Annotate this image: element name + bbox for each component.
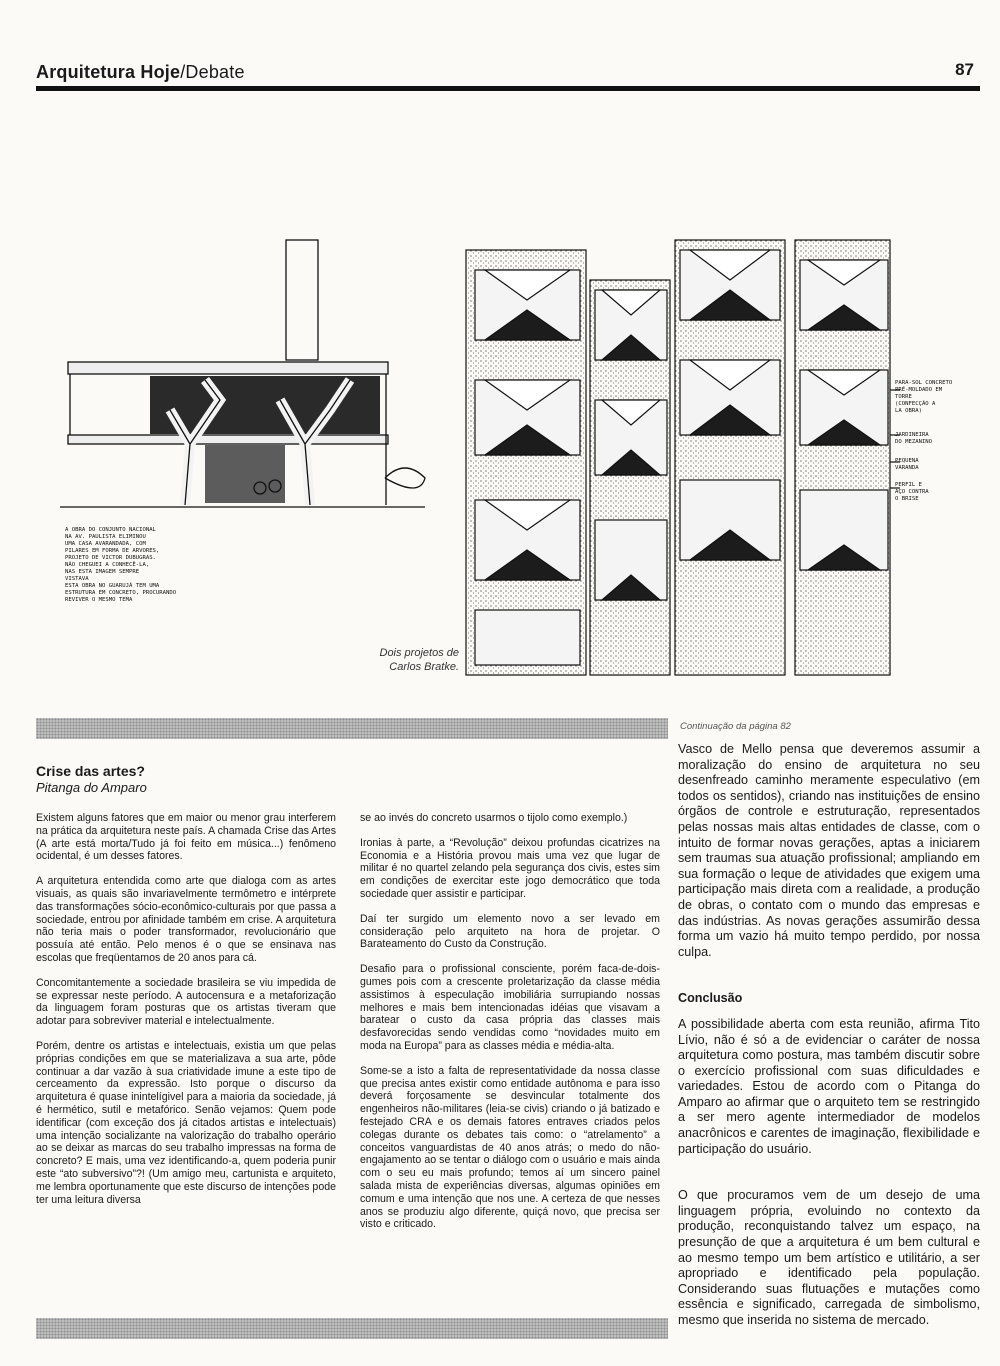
handwritten-note-right: PARA-SOL CONCRETO PRÉ-MOLDADO EM TORRE (CONFECÇÃO A LA OBRA) [895,380,953,414]
sketch-drawings [30,230,980,700]
section-heading: Conclusão [678,991,743,1006]
left-house-sketch [60,240,425,507]
text-column-1 [36,812,336,1218]
page-number: 87 [955,60,974,79]
handwritten-note-right: PEQUENA VARANDA [895,458,919,471]
section-title: Arquitetura Hoje/Debate [36,62,245,82]
paragraph: Desafio para o profissional consciente, porém faca-de-dois-gumes pois com a crescente proletarização da classe média assistimos à especulação imobiliária surrupiando nossas melhores e mais bem intencionadas idéias que visavam a baratear o custo da casa própria das classes mais desfavorecidas sendo vendidas como “novidades muito em moda na Europa” para as classes média e média-alta. [360,963,660,1052]
paragraph: Daí ter surgido um elemento novo a ser levado em consideração pelo arquiteto na hora de projetar. O Barateamento do Custo da Construção. [360,912,660,951]
article-author: Pitanga do Amparo [36,780,147,795]
architecture-sketches [30,230,980,700]
handwritten-note-right: JARDINEIRA DO MEZANINO [895,432,933,445]
article-title: Crise das artes? [36,763,145,779]
handwritten-note-right: PERFIL E AÇO CONTRA O BRISE [895,482,929,502]
paragraph: se ao invés do concreto usarmos o tijolo como exemplo.) [360,812,628,824]
handwritten-note-left: A OBRA DO CONJUNTO NACIONAL NA AV. PAULISTA ELIMINOU UMA CASA AVARANDADA, COM PILARES EM FORMA DE ARVORES, PROJETO DE VICTOR DUBUGRAS. NÃO CHEGUEI A CONHECÊ-LA, NAS ESTA IMAGEM SEMPRE VISTAVA ESTA OBRA NO GUARUJÁ TEM UMA ESTRUTURA EM CONCRETO, PROCURANDO REVIVER O MESMO TEMA [65,527,177,603]
continuation-note: Continuação da página 82 [680,721,791,732]
right-tower-sketch [466,240,900,675]
paragraph: A arquitetura entendida como arte que dialoga com as artes visuais, as quais são invariavelmente termômetro e intérprete das transformações sócio-econômico-culturais por que passa a sociedade, entrou por afinidade também em crise. A arquitetura não teria mais o poder transformador, revolucionário que possuía até então. Pelo menos é o que se ensinava nas escolas que freqüentamos de 20 anos para cá. [36,875,336,964]
paragraph: O que procuramos vem de um desejo de uma linguagem própria, evoluindo no contexto da produção, reconquistando talvez um espaço, na presunção de que a arquitetura é um bem cultural e ao mesmo tempo um bem artístico e utilitário, a ser apropriado e identificado pela população. Considerando suas flutuações e mutações como essência e significado, carregada de simbolismo, mesmo que inserida no sistema de mercado. [678,1188,980,1327]
text-column-2 [360,812,660,1243]
paragraph: A possibilidade aberta com esta reunião, afirma Tito Lívio, não é só a de evidenciar o caráter de nossa arquitetura como postura, mas também discutir sobre o exercício profissional com suas dificuldades e variedades. Estou de acordo com o Pitanga do Amparo ao afirmar que o arquiteto tem se restringido a ser mero agente intermediador de modelos anacrônicos e carentes de imaginação, flexibilidade e participação do usuário. [678,1016,980,1156]
text-column-3 [678,742,980,1360]
paragraph: Ironias à parte, a “Revolução” deixou profundas cicatrizes na Economia e a História provou mais uma vez que lugar de militar é no quartel zelando pela segurança dos civis, estes sim em condições de exercitar este jogo democrático que toda sociedade quer assistir e participar. [360,836,660,900]
paragraph: Porém, dentre os artistas e intelectuais, existia um que pelas próprias condições em que se materializava a sua arte, pôde continuar a dar vazão à sua criatividade imune a este tipo de cerceamento da expressão. Isto porque o discurso da arquitetura é quase inintelígivel para a maioria da sociedade, já é hermético, sutil e metafórico. Senão vejamos: Quem pode identificar (com exceção dos já citados artistas e intelectuais) uma intenção socializante na valorização do trabalho operário ao se deixar as marcas do seu trabalho impressas na forma de concreto? E mais, uma vez identificando-a, quem poderia punir este “ato subversivo”?! (Um amigo meu, cartunista e arquiteto, me lembra oportunamente que este discurso de intenções pode ter uma leitura diversa [36,1039,336,1206]
paragraph: Vasco de Mello pensa que deveremos assumir a moralização do ensino de arquitetura no seu desenfreado caminho meramente especulativo (em todos os sentidos), criando nas instituições de ensino órgãos de controle e estruturação, representados pelas nossas mais altas entidades de classe, com o intuito de formar novas gerações, aptas a iniciarem sem traumas sua atuação profissional; ampliando em sua formação o leque de atividades que exigem uma participação mais direta com a realidade, a produção de obras, o contato com o mundo das empresas e das indústrias. As novas gerações assumirão dessa forma um vazio há muito tempo perdido, por nossa culpa. [678,742,980,959]
paragraph: Concomitantemente a sociedade brasileira se viu impedida de se expressar neste período. A autocensura e a metaforização da linguagem foram posturas que os artistas tiveram que adotar para sobreviver material e intelectualmente. [36,976,336,1028]
paragraph: Existem alguns fatores que em maior ou menor grau interferem na prática da arquitetura neste país. A chamada Crise das Artes (A arte está morta/Tudo já foi feito em música...) fenômeno ocidental, é um desses fatores. [36,812,336,863]
header-rule [36,86,980,91]
halftone-band [36,718,668,739]
paragraph: Some-se a isto a falta de representatividade da nossa classe que precisa antes existir como entidade autônoma e para isso deverá forçosamente se desvincular totalmente dos engenheiros não-militares (leia-se civis) criando o já batizado e festejado CRA e os demais fatores entraves criados pelos colegas durante os debates tais como: o “atrelamento” a conceitos vanguardistas de 40 anos atrás; o medo do não-engajamento ao se tentar o diálogo com o usuário e mais ainda com o seu eu mais profundo; temos aí um sincero painel salada mista de experiências diversas, algumas opiniões em comum e uma intenção que nos une. A certeza de que nesses anos se produziu algo diferente, quiçá novo, que precisa ser visto e criticado. [360,1064,660,1231]
figure-caption: Dois projetos de Carlos Bratke. [379,647,459,673]
halftone-band [36,1318,668,1339]
